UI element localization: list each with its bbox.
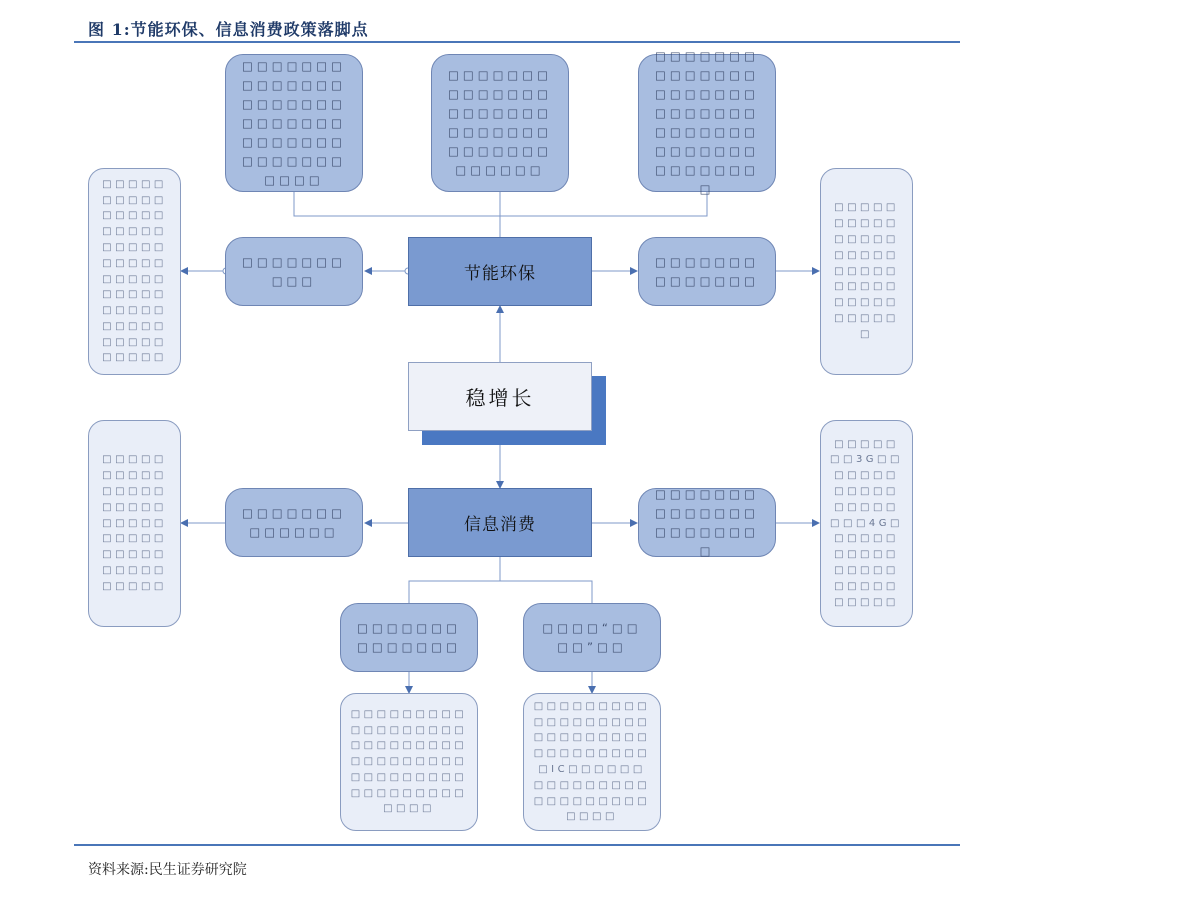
top-left-box — [225, 54, 363, 192]
info-left-light-text: □□□□□□□□□□□□□□□□□□□□□□□□□□□□□□□□□□□□□□□□□□□□□ — [102, 454, 167, 592]
info-right-light-box — [820, 420, 913, 627]
energy-left-light-text: □□□□□□□□□□□□□□□□□□□□□□□□□□□□□□□□□□□□□□□□□□□□□□□□□□□□□□□□□□□□ — [102, 178, 167, 364]
center-box — [408, 362, 592, 431]
info-right-dark-text: □□□□□□□□□□□□□□□□□□□□□□ — [654, 486, 760, 558]
info-left-dark-box — [225, 488, 363, 557]
bottom-left-dark-box — [340, 603, 478, 672]
energy-hub-label: 节能环保 — [464, 264, 536, 284]
energy-right-dark-box — [638, 237, 776, 306]
energy-right-dark-text: □□□□□□□□□□□□□□ — [654, 254, 760, 288]
top-left-box-text: □□□□□□□□□□□□□□□□□□□□□□□□□□□□□□□□□□□□□□□□□□□□□□ — [241, 58, 347, 187]
bottom-right-dark-text: □□□□“□□□□”□□ — [542, 620, 642, 654]
energy-left-dark-text: □□□□□□□□□□ — [241, 254, 347, 288]
bottom-left-dark-text: □□□□□□□□□□□□□□ — [356, 620, 462, 654]
energy-hub-box — [408, 237, 592, 306]
energy-right-light-box — [820, 168, 913, 375]
info-left-light-box — [88, 420, 181, 627]
bottom-left-light-text: □□□□□□□□□□□□□□□□□□□□□□□□□□□□□□□□□□□□□□□□□□□□□□□□□□□□□□□□□□ — [350, 708, 468, 815]
info-left-dark-text: □□□□□□□□□□□□□ — [241, 505, 347, 539]
top-bus-line — [294, 192, 707, 237]
top-middle-box-text: □□□□□□□□□□□□□□□□□□□□□□□□□□□□□□□□□□□□□□□□□ — [447, 68, 553, 177]
bottom-bus-line — [409, 557, 592, 603]
energy-right-light-text: □□□□□□□□□□□□□□□□□□□□□□□□□□□□□□□□□□□□□□□□□ — [834, 202, 899, 340]
source-note: 资料来源:民生证券研究院 — [88, 862, 247, 878]
info-hub-box — [408, 488, 592, 557]
top-right-box — [638, 49, 776, 196]
top-middle-box — [431, 54, 569, 192]
top-right-box-text: □□□□□□□□□□□□□□□□□□□□□□□□□□□□□□□□□□□□□□□□□□□□□□□□□□ — [654, 49, 760, 196]
center-label: 稳增长 — [465, 386, 535, 410]
energy-left-light-box — [88, 168, 181, 375]
bottom-right-light-box — [523, 693, 661, 831]
source-rule — [74, 844, 960, 846]
info-right-light-text: □□□□□□□3G□□□□□□□□□□□□□□□□□□□□4G□□□□□□□□□□□□□□□□□□□□□□□□□□ — [830, 438, 903, 608]
energy-left-dark-box — [225, 237, 363, 306]
bottom-right-dark-box — [523, 603, 661, 672]
info-right-dark-box — [638, 488, 776, 557]
bottom-left-light-box — [340, 693, 478, 831]
bottom-right-light-text: □□□□□□□□□□□□□□□□□□□□□□□□□□□□□□□□□□□□□IC□□□□□□□□□□□□□□□□□□□□□□□□□□□□ — [533, 700, 651, 823]
figure-title: 图 1:节能环保、信息消费政策落脚点 — [88, 20, 369, 39]
info-hub-label: 信息消费 — [464, 515, 536, 535]
